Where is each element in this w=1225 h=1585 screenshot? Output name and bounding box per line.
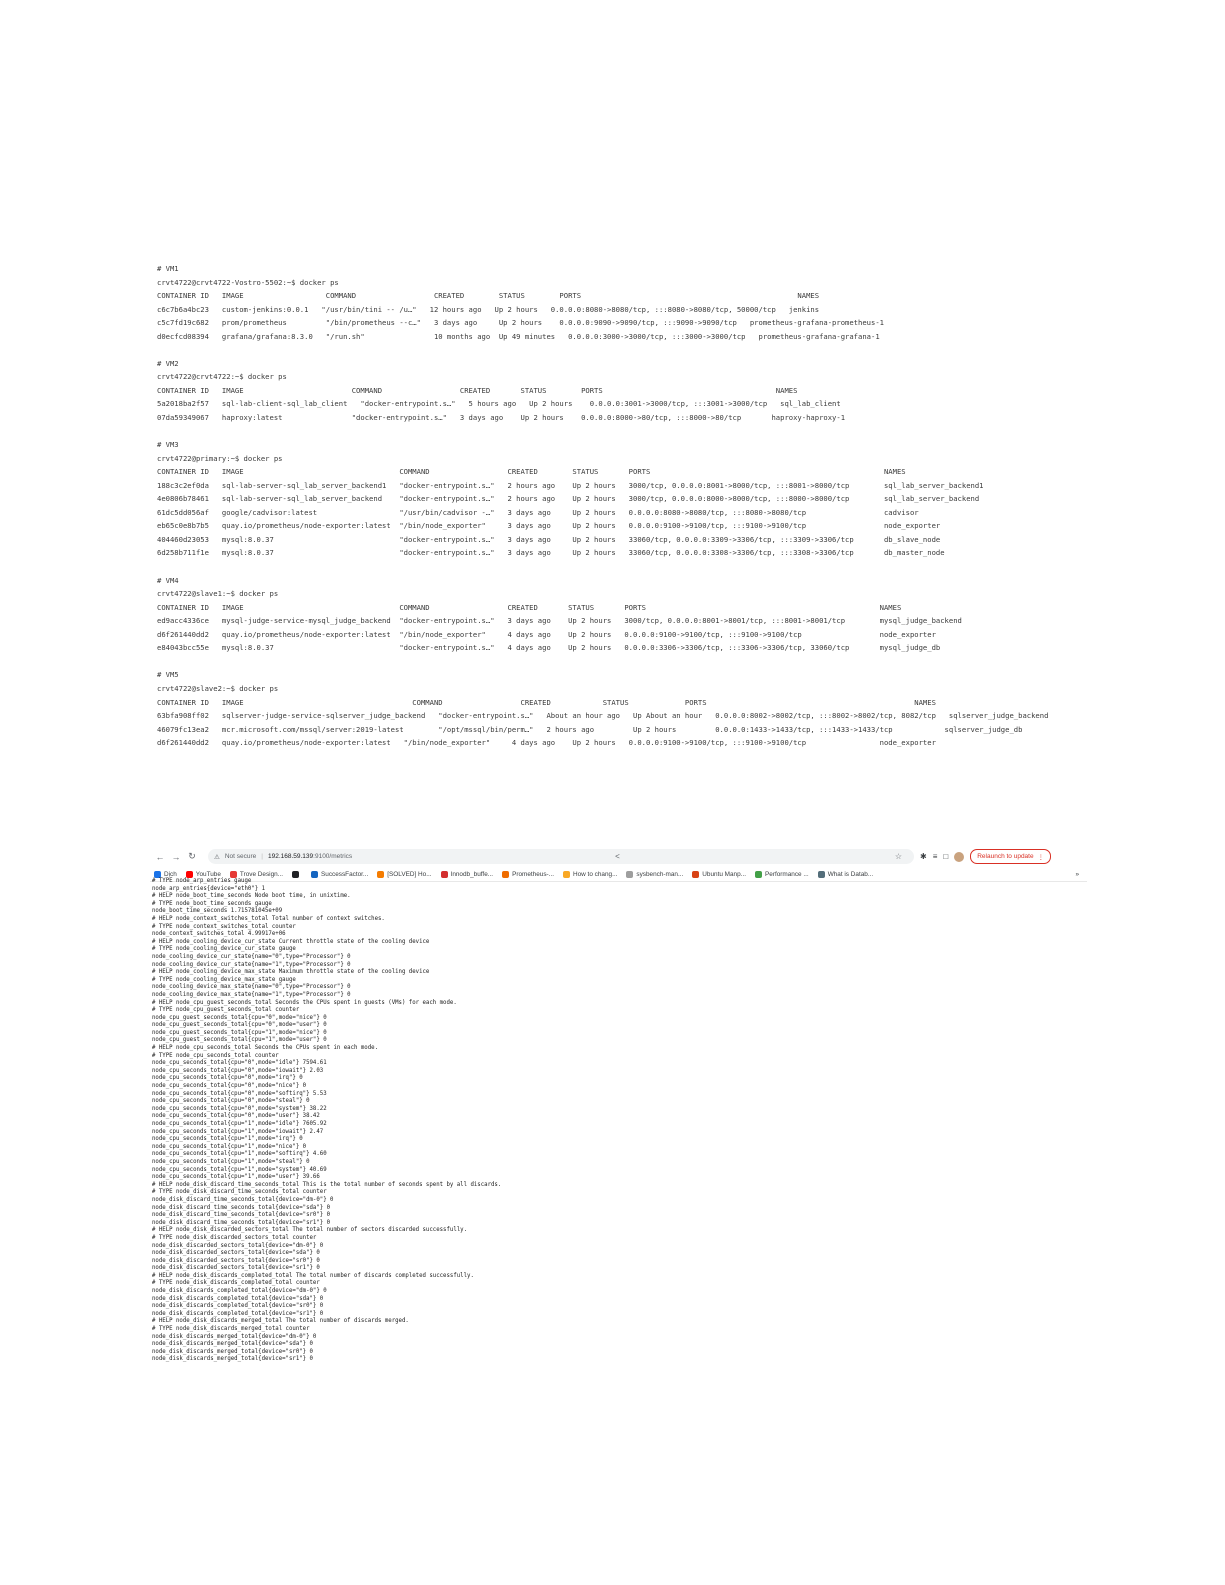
bookmark-favicon-icon [292, 871, 299, 878]
kebab-menu-icon[interactable]: ⋮ [1037, 853, 1045, 861]
bookmark-favicon-icon [563, 871, 570, 878]
metric-line: node_cpu_seconds_total{cpu="1",mode="iowait"} 2.47 [152, 1128, 324, 1135]
table-row: 07da59349067 haproxy:latest "docker-entrypoint.s…" 3 days ago Up 2 hours 0.0.0.0:8000->80/tcp, :::8000->80/tcp haproxy-haproxy-1 [157, 413, 846, 423]
metric-line: node_disk_discards_completed_total{device="dm-0"} 0 [152, 1288, 327, 1295]
table-row: 6d258b711f1e mysql:8.0.37 "docker-entrypoint.s…" 3 days ago Up 2 hours 33060/tcp, 0.0.0.0:3308->3306/tcp, :::3308->3306/tcp db_master_node [157, 548, 945, 558]
table-row: ed9acc4336ce mysql-judge-service-mysql_judge_backend "docker-entrypoint.s…" 3 days ago Up 2 hours 3000/tcp, 0.0.0.0:8001->8001/tcp, :::8001->8001/tcp mysql_judge_backend [157, 616, 962, 626]
bookmark-favicon-icon [377, 871, 384, 878]
metric-line: node_disk_discards_merged_total{device="dm-0"} 0 [152, 1333, 317, 1340]
bookmark-item[interactable] [692, 871, 746, 878]
metric-line: node_disk_discards_completed_total{device="sr1"} 0 [152, 1310, 324, 1317]
table-row [157, 425, 1048, 439]
share-icon[interactable]: < [615, 852, 626, 861]
metric-line: node_cooling_device_max_state{name="0",type="Processor"} 0 [152, 984, 351, 991]
bookmark-label: Ubuntu Manp... [702, 870, 746, 878]
metric-comment: # HELP node_disk_discards_merged_total The total number of discards merged. [152, 1318, 409, 1325]
bookmark-item[interactable] [186, 871, 221, 878]
table-row: 61dc5dd056af google/cadvisor:latest "/usr/bin/cadvisor -…" 3 days ago Up 2 hours 0.0.0.0:8080->8080/tcp, :::8080->8080/tcp cadvisor [157, 507, 919, 517]
browser-window [150, 846, 1087, 1381]
metric-line: node_cpu_guest_seconds_total{cpu="1",mode="user"} 0 [152, 1037, 327, 1044]
metric-line: node_boot_time_seconds 1.715781045e+09 [152, 908, 283, 915]
table-row [157, 560, 1048, 574]
metric-line: node_cpu_seconds_total{cpu="0",mode="nice"} 0 [152, 1083, 307, 1090]
table-row: d6f261440dd2 quay.io/prometheus/node-exporter:latest "/bin/node_exporter" 4 days ago Up 2 hours 0.0.0.0:9100->9100/tcp, :::9100->9100/tcp node_exporter [157, 738, 936, 748]
metric-comment: # TYPE node_boot_time_seconds gauge [152, 900, 272, 907]
metric-comment: # TYPE node_cooling_device_cur_state gauge [152, 946, 296, 953]
bookmark-favicon-icon [311, 871, 318, 878]
table-row: 5a2018ba2f57 sql-lab-client-sql_lab_client "docker-entrypoint.s…" 5 hours ago Up 2 hours 0.0.0.0:3001->3000/tcp, :::3001->3000/tcp sql_lab_client [157, 399, 841, 409]
metric-line: node_disk_discard_time_seconds_total{device="sr1"} 0 [152, 1219, 331, 1226]
metric-line: node_cooling_device_max_state{name="1",type="Processor"} 0 [152, 991, 351, 998]
back-arrow-icon[interactable]: ← [155, 851, 165, 862]
terminal-output [157, 262, 1048, 750]
bookmark-favicon-icon [818, 871, 825, 878]
metric-line: node_cooling_device_cur_state{name="0",type="Processor"} 0 [152, 953, 351, 960]
metric-line: node_cpu_guest_seconds_total{cpu="1",mode="nice"} 0 [152, 1029, 327, 1036]
bookmark-item[interactable] [755, 871, 809, 878]
table-header: CONTAINER ID IMAGE COMMAND CREATED STATUS PORTS NAMES [157, 385, 798, 395]
vm-heading: # VM4 [157, 575, 179, 585]
metric-comment: # TYPE node_arp_entries gauge [152, 878, 252, 884]
metric-comment: # TYPE node_disk_discard_time_seconds_total counter [152, 1189, 327, 1196]
bookmark-favicon-icon [154, 871, 161, 878]
bookmark-favicon-icon [230, 871, 237, 878]
media-icon[interactable]: ≡ [932, 852, 938, 861]
warning-icon[interactable]: ⚠ [214, 853, 220, 861]
bookmark-label: Prometheus-... [512, 870, 554, 878]
metric-comment: # HELP node_disk_discard_time_seconds_total This is the total number of seconds spent by all discards. [152, 1181, 502, 1188]
metric-comment: # TYPE node_cooling_device_max_state gauge [152, 976, 296, 983]
metric-comment: # HELP node_context_switches_total Total number of context switches. [152, 915, 385, 922]
table-row: 188c3c2ef0da sql-lab-server-sql_lab_server_backend1 "docker-entrypoint.s…" 2 hours ago Up 2 hours 3000/tcp, 0.0.0.0:8001->8000/tcp, :::8001->8000/tcp sql_lab_server_backend1 [157, 480, 984, 490]
metric-comment: # TYPE node_context_switches_total counter [152, 923, 296, 930]
bookmark-favicon-icon [692, 871, 699, 878]
side-panel-icon[interactable]: □ [943, 852, 949, 861]
metric-line: node_cpu_seconds_total{cpu="0",mode="idle"} 7594.61 [152, 1060, 327, 1067]
bookmark-item[interactable] [626, 871, 683, 878]
table-row [157, 655, 1048, 669]
bookmark-favicon-icon [626, 871, 633, 878]
bookmark-favicon-icon [186, 871, 193, 878]
bookmark-label: Performance ... [765, 870, 809, 878]
metric-line: node_cpu_seconds_total{cpu="0",mode="steal"} 0 [152, 1098, 310, 1105]
metric-line: node_disk_discarded_sectors_total{device="sda"} 0 [152, 1250, 320, 1257]
metric-comment: # TYPE node_cpu_seconds_total counter [152, 1052, 279, 1059]
table-row: 404460d23053 mysql:8.0.37 "docker-entrypoint.s…" 3 days ago Up 2 hours 33060/tcp, 0.0.0.0:3309->3306/tcp, :::3309->3306/tcp db_slave_node [157, 534, 941, 544]
metric-line: node_cooling_device_cur_state{name="1",type="Processor"} 0 [152, 961, 351, 968]
metric-line: node_cpu_seconds_total{cpu="1",mode="idle"} 7605.92 [152, 1121, 327, 1127]
bookmark-item[interactable] [563, 871, 617, 878]
bookmark-favicon-icon [441, 871, 448, 878]
metric-line: node_disk_discard_time_seconds_total{device="dm-0"} 0 [152, 1196, 334, 1203]
table-row: e84043bcc55e mysql:8.0.37 "docker-entrypoint.s…" 4 days ago Up 2 hours 0.0.0.0:3306->3306/tcp, :::3306->3306/tcp, 33060/tcp mysql_judge_db [157, 643, 941, 653]
bookmark-label: What is Datab... [827, 870, 874, 878]
metric-line: node_cpu_seconds_total{cpu="0",mode="iowait"} 2.03 [152, 1067, 324, 1074]
shell-command: crvt4722@primary:~$ docker ps [157, 453, 283, 463]
url-host: 192.168.59.139 [267, 853, 314, 860]
bookmark-label: SuccessFactor... [321, 870, 369, 878]
bookmark-label: YouTube [195, 870, 221, 878]
bookmark-label: Innodb_buffe... [450, 870, 494, 878]
bookmark-label: Dịch [164, 870, 177, 878]
metrics-page-content [150, 878, 1087, 1364]
shell-command: crvt4722@crvt4722-Vostro-5502:~$ docker ps [157, 277, 339, 287]
metric-line: node_cpu_seconds_total{cpu="1",mode="irq"} 0 [152, 1136, 303, 1143]
security-label[interactable]: Not secure [224, 853, 257, 860]
metric-comment: # HELP node_disk_discarded_sectors_total The total number of sectors discarded successfully. [152, 1227, 468, 1234]
metric-line: node_cpu_seconds_total{cpu="1",mode="nice"} 0 [152, 1143, 307, 1150]
extensions-icon[interactable]: ✱ [920, 852, 927, 861]
vm-heading: # VM3 [157, 440, 179, 450]
metric-line: node_arp_entries{device="eth0"} 1 [152, 885, 265, 892]
bookmark-favicon-icon [755, 871, 762, 878]
bookmark-favicon-icon [502, 871, 509, 878]
table-header: CONTAINER ID IMAGE COMMAND CREATED STATUS PORTS NAMES [157, 467, 906, 477]
metric-line: node_cpu_seconds_total{cpu="0",mode="softirq"} 5.53 [152, 1090, 327, 1097]
metric-line: node_cpu_seconds_total{cpu="0",mode="irq"} 0 [152, 1075, 303, 1082]
metric-line: node_disk_discards_merged_total{device="sr1"} 0 [152, 1356, 313, 1363]
bookmark-item[interactable] [230, 871, 283, 878]
address-bar[interactable] [208, 849, 914, 864]
table-row: 46079fc13ea2 mcr.microsoft.com/mssql/server:2019-latest "/opt/mssql/bin/perm…" 2 hours ago Up 2 hours 0.0.0.0:1433->1433/tcp, :::1433->1433/tcp sqlserver_judge_db [157, 724, 1023, 734]
table-row: 4e0806b78461 sql-lab-server-sql_lab_server_backend "docker-entrypoint.s…" 2 hours ago Up 2 hours 3000/tcp, 0.0.0.0:8000->8000/tcp, :::8000->8000/tcp sql_lab_server_backend [157, 494, 980, 504]
bookmark-star-icon[interactable]: ☆ [894, 852, 908, 861]
vm-heading: # VM5 [157, 670, 179, 680]
bookmark-item[interactable] [818, 871, 873, 878]
vm-heading: # VM1 [157, 264, 179, 273]
metric-line: node_disk_discards_completed_total{device="sr0"} 0 [152, 1303, 324, 1310]
avatar[interactable] [954, 852, 964, 862]
metric-line: node_cpu_guest_seconds_total{cpu="0",mode="nice"} 0 [152, 1014, 327, 1021]
metric-comment: # TYPE node_disk_discards_completed_total counter [152, 1280, 320, 1287]
shell-command: crvt4722@slave2:~$ docker ps [157, 683, 279, 693]
bookmark-item[interactable] [502, 871, 554, 878]
table-header: CONTAINER ID IMAGE COMMAND CREATED STATUS PORTS NAMES [157, 697, 936, 707]
bookmark-item[interactable] [292, 871, 302, 878]
metric-line: node_disk_discarded_sectors_total{device="dm-0"} 0 [152, 1242, 324, 1249]
metric-line: node_context_switches_total 4.99917e+06 [152, 931, 286, 938]
metric-line: node_cpu_seconds_total{cpu="1",mode="user"} 39.66 [152, 1174, 320, 1181]
table-row: c5c7fd19c682 prom/prometheus "/bin/prometheus --c…" 3 days ago Up 2 hours 0.0.0.0:9090->9090/tcp, :::9090->9090/tcp prometheus-grafana-prometheus-1 [157, 318, 884, 328]
table-row: d6f261440dd2 quay.io/prometheus/node-exporter:latest "/bin/node_exporter" 4 days ago Up 2 hours 0.0.0.0:9100->9100/tcp, :::9100->9100/tcp node_exporter [157, 629, 936, 639]
vm-heading: # VM2 [157, 358, 179, 368]
table-header: CONTAINER ID IMAGE COMMAND CREATED STATUS PORTS NAMES [157, 602, 902, 612]
table-row: 63bfa908ff02 sqlserver-judge-service-sqlserver_judge_backend "docker-entrypoint.s…" About an hour ago Up About an hour 0.0.0.0:8002->8002/tcp, :::8002->8002/tcp, 8082/tcp sqlserver_judge_backend [157, 711, 1049, 721]
metric-line: node_disk_discards_merged_total{device="sda"} 0 [152, 1341, 313, 1348]
metric-line: node_disk_discards_completed_total{device="sda"} 0 [152, 1295, 324, 1302]
reload-icon[interactable]: ↻ [188, 851, 196, 861]
bookmark-label: Trove Design... [239, 870, 284, 878]
table-row [157, 343, 1048, 357]
metric-line: node_disk_discard_time_seconds_total{device="sr0"} 0 [152, 1212, 331, 1219]
metric-line: node_cpu_seconds_total{cpu="0",mode="user"} 38.42 [152, 1113, 320, 1120]
table-row: eb65c0e8b7b5 quay.io/prometheus/node-exporter:latest "/bin/node_exporter" 3 days ago Up 2 hours 0.0.0.0:9100->9100/tcp, :::9100->9100/tcp node_exporter [157, 521, 941, 531]
metric-comment: # HELP node_disk_discards_completed_total The total number of discards completed successfully. [152, 1272, 474, 1279]
table-row: c6c7b6a4bc23 custom-jenkins:0.0.1 "/usr/bin/tini -- /u…" 12 hours ago Up 2 hours 0.0.0.0:8080->8080/tcp, :::8080->8080/tcp, 50000/tcp jenkins [157, 304, 820, 314]
bookmark-item[interactable] [154, 871, 177, 878]
metric-comment: # TYPE node_disk_discarded_sectors_total counter [152, 1234, 317, 1241]
address-separator: | [261, 853, 263, 860]
browser-toolbar [150, 846, 1087, 867]
metric-line: node_disk_discards_merged_total{device="sr0"} 0 [152, 1348, 313, 1355]
metric-comment: # TYPE node_cpu_guest_seconds_total counter [152, 1007, 300, 1014]
shell-command: crvt4722@crvt4722:~$ docker ps [157, 372, 287, 382]
metric-line: node_disk_discard_time_seconds_total{device="sda"} 0 [152, 1204, 331, 1211]
metric-comment: # HELP node_cpu_guest_seconds_total Seconds the CPUs spent in guests (VMs) for each mode. [152, 999, 457, 1006]
metric-comment: # HELP node_cpu_seconds_total Seconds the CPUs spent in each mode. [152, 1045, 378, 1052]
forward-arrow-icon[interactable]: → [171, 851, 181, 862]
bookmark-label: [SOLVED] Ho... [387, 870, 432, 878]
relaunch-button[interactable] [970, 849, 1051, 864]
metric-line: node_disk_discarded_sectors_total{device="sr0"} 0 [152, 1257, 320, 1264]
metric-line: node_disk_discarded_sectors_total{device="sr1"} 0 [152, 1265, 320, 1272]
metric-line: node_cpu_seconds_total{cpu="0",mode="system"} 38.22 [152, 1105, 327, 1112]
bookmark-item[interactable] [377, 871, 431, 878]
metric-line: node_cpu_seconds_total{cpu="1",mode="softirq"} 4.60 [152, 1151, 327, 1158]
table-header: CONTAINER ID IMAGE COMMAND CREATED STATUS PORTS NAMES [157, 291, 820, 301]
shell-command: crvt4722@slave1:~$ docker ps [157, 589, 279, 599]
metric-comment: # HELP node_cooling_device_max_state Maximum throttle state of the cooling device [152, 969, 430, 976]
bookmark-item[interactable] [441, 871, 494, 878]
bookmark-item[interactable] [311, 871, 368, 878]
metric-comment: # TYPE node_disk_discards_merged_total counter [152, 1326, 310, 1333]
table-row: d0ecfcd08394 grafana/grafana:8.3.0 "/run.sh" 10 months ago Up 49 minutes 0.0.0.0:3000->3000/tcp, :::3000->3000/tcp prometheus-grafana-grafana-1 [157, 331, 880, 341]
relaunch-label: Relaunch to update [977, 853, 1034, 860]
metric-line: node_cpu_seconds_total{cpu="1",mode="system"} 40.69 [152, 1166, 327, 1173]
metric-line: node_cpu_guest_seconds_total{cpu="0",mode="user"} 0 [152, 1022, 327, 1029]
bookmark-label: sysbench-man... [636, 870, 684, 878]
bookmark-label: How to chang... [573, 870, 618, 878]
url-path: :9100/metrics [313, 853, 353, 860]
metric-line: node_cpu_seconds_total{cpu="1",mode="steal"} 0 [152, 1158, 310, 1165]
metric-comment: # HELP node_boot_time_seconds Node boot time, in unixtime. [152, 893, 351, 900]
more-bookmarks-icon[interactable]: » [1075, 870, 1079, 878]
metric-comment: # HELP node_cooling_device_cur_state Current throttle state of the cooling device [152, 938, 430, 945]
